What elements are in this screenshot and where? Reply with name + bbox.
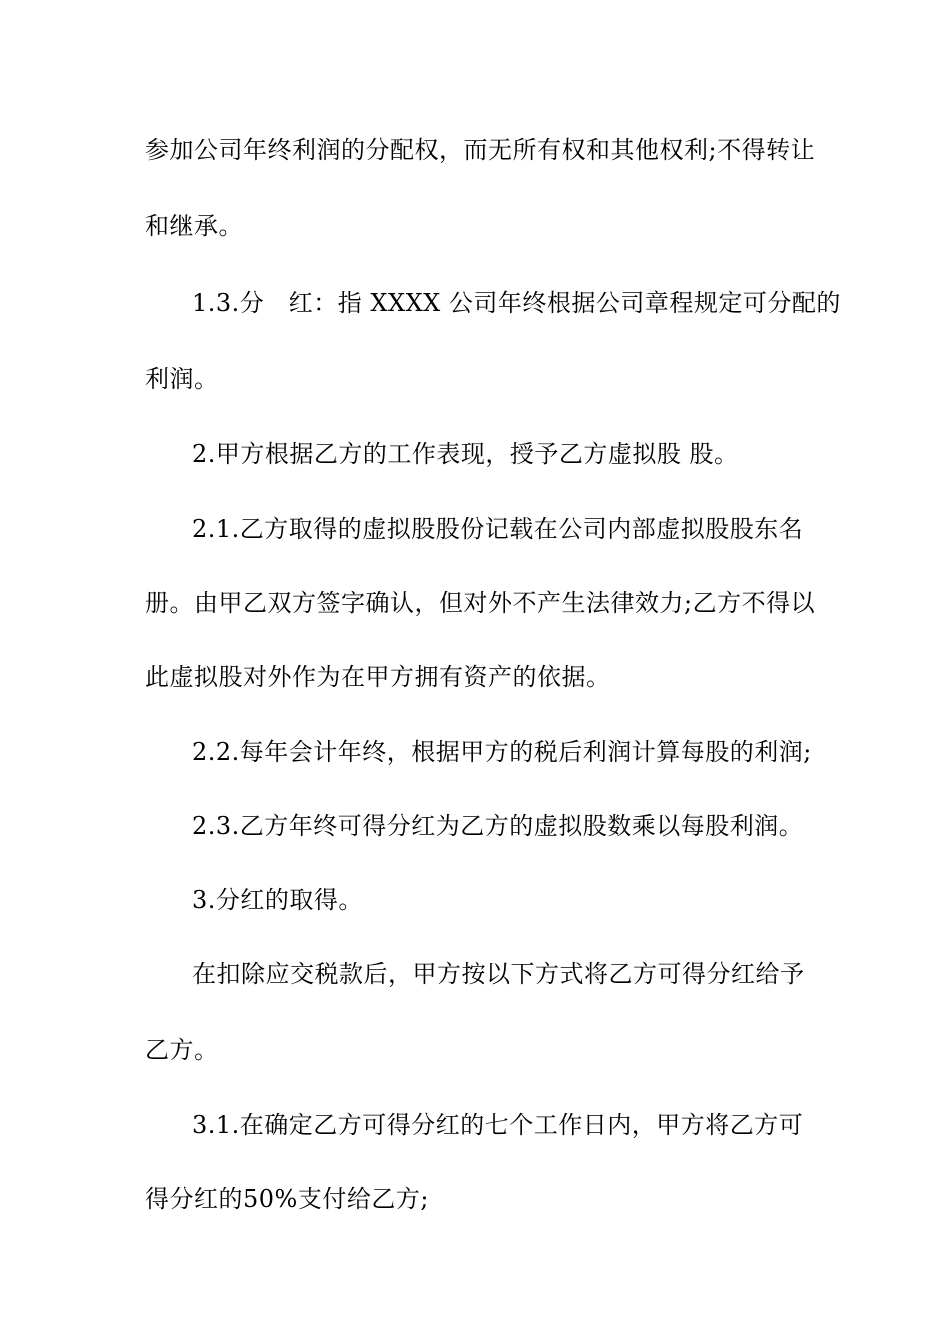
text-line: 利润。 [145,365,219,393]
text-line: 2.3.乙方年终可得分红为乙方的虚拟股数乘以每股利润。 [192,812,804,840]
text-line: 在扣除应交税款后，甲方按以下方式将乙方可得分红给予 [192,960,805,988]
text-line: 1.3.分 红：指 XXXX 公司年终根据公司章程规定可分配的 [192,289,841,317]
text-line: 2.1.乙方取得的虚拟股股份记载在公司内部虚拟股股东名 [192,515,804,543]
text-line: 乙方。 [145,1036,219,1064]
text-line: 3.1.在确定乙方可得分红的七个工作日内，甲方将乙方可 [192,1111,804,1139]
text-line: 3.分红的取得。 [192,886,363,914]
text-line: 和继承。 [145,212,243,240]
text-line: 2.甲方根据乙方的工作表现，授予乙方虚拟股 股。 [192,440,739,468]
text-line: 此虚拟股对外作为在甲方拥有资产的依据。 [145,663,611,691]
text-line: 得分红的50%支付给乙方; [145,1185,429,1213]
text-line: 册。由甲乙双方签字确认，但对外不产生法律效力;乙方不得以 [145,589,816,617]
text-line: 2.2.每年会计年终，根据甲方的税后利润计算每股的利润; [192,738,812,766]
text-line: 参加公司年终利润的分配权，而无所有权和其他权利;不得转让 [145,136,816,164]
